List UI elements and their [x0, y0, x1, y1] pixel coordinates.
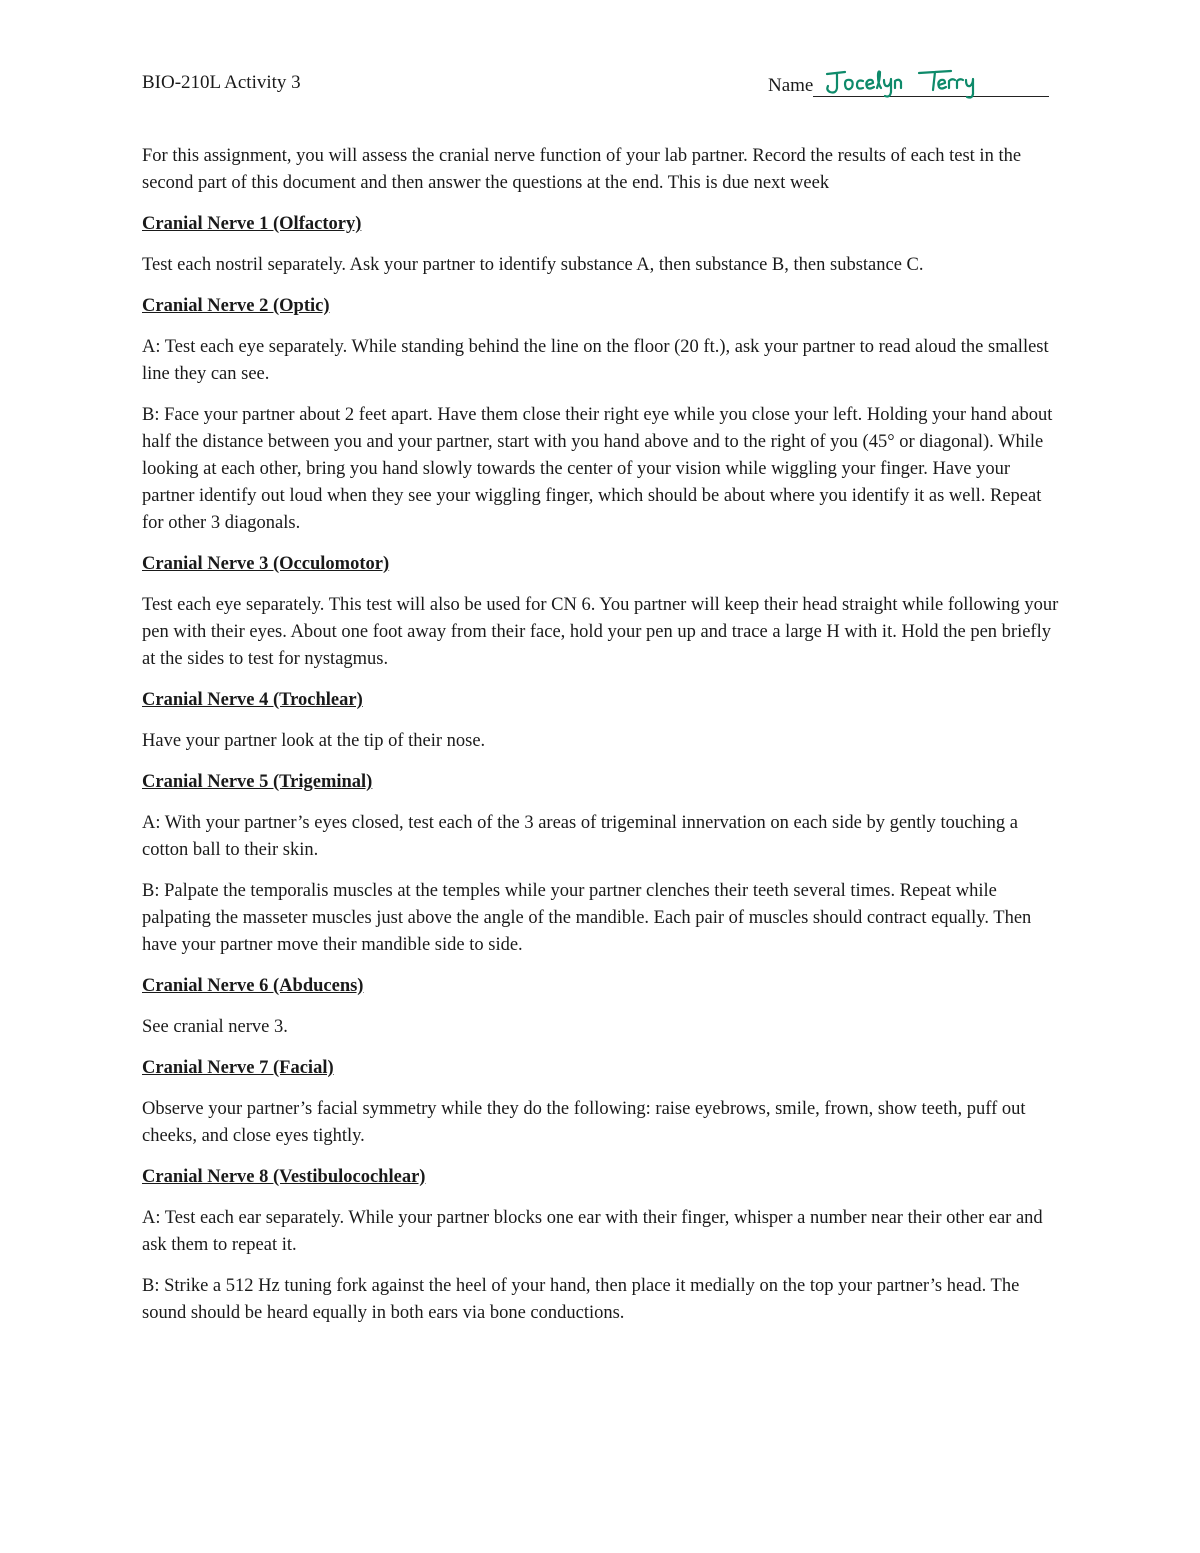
course-title: BIO-210L Activity 3 — [142, 72, 301, 93]
section-paragraph: B: Strike a 512 Hz tuning fork against the heel of your hand, then place it medially on the top your partner’s head. The sound should be heard equally in both ears via bone conductions. — [142, 1276, 1020, 1323]
document-body — [142, 143, 1062, 1341]
name-label: Name — [768, 75, 814, 96]
intro-paragraph: For this assignment, you will assess the cranial nerve function of your lab partner. Record the results of each test in the second part of this document and then answer the questions at the end. This is due next week — [142, 146, 1022, 193]
section-paragraph: A: Test each eye separately. While standing behind the line on the floor (20 ft.), ask your partner to read aloud the smallest line they can see. — [142, 337, 1049, 384]
name-signature-text — [813, 72, 814, 73]
section-paragraph: A: With your partner’s eyes closed, test each of the 3 areas of trigeminal innervation on each side by gently touching a cotton ball to their skin. — [142, 813, 1019, 860]
section-paragraph: Test each nostril separately. Ask your partner to identify substance A, then substance B, then substance C. — [142, 255, 924, 275]
section-heading: Cranial Nerve 6 (Abducens) — [142, 976, 364, 996]
handwritten-signature — [823, 66, 993, 100]
section-paragraph: See cranial nerve 3. — [142, 1017, 288, 1037]
section-paragraph: B: Face your partner about 2 feet apart. Have them close their right eye while you close your left. Holding your hand about half the distance between you and your partner, start with you hand above and to the right of you (45° or diagonal). While looking at each other, bring you hand slowly towards the center of your vision while wiggling your finger. Have your partner identify out loud when they see your wiggling finger, which should be about where you identify it as well. Repeat for other 3 diagonals. — [142, 405, 1053, 533]
nerve-sections — [142, 211, 1062, 1327]
section-paragraph: Observe your partner’s facial symmetry while they do the following: raise eyebrows, smile, frown, show teeth, puff out cheeks, and close eyes tightly. — [142, 1099, 1026, 1146]
section-heading: Cranial Nerve 2 (Optic) — [142, 296, 330, 316]
name-field — [768, 72, 1049, 97]
section-heading: Cranial Nerve 7 (Facial) — [142, 1058, 334, 1078]
section-paragraph: B: Palpate the temporalis muscles at the temples while your partner clenches their teeth several times. Repeat while palpating the masseter muscles just above the angle of the mandible. Each pair of muscles should contract equally. Then have your partner move their mandible side to side. — [142, 881, 1032, 955]
section-heading: Cranial Nerve 8 (Vestibulocochlear) — [142, 1167, 426, 1187]
section-heading: Cranial Nerve 3 (Occulomotor) — [142, 554, 390, 574]
section-paragraph: A: Test each ear separately. While your partner blocks one ear with their finger, whisper a number near their other ear and ask them to repeat it. — [142, 1208, 1043, 1255]
name-line — [813, 72, 1049, 97]
section-heading: Cranial Nerve 4 (Trochlear) — [142, 690, 363, 710]
section-heading: Cranial Nerve 5 (Trigeminal) — [142, 772, 373, 792]
section-paragraph: Have your partner look at the tip of their nose. — [142, 731, 486, 751]
section-heading: Cranial Nerve 1 (Olfactory) — [142, 214, 362, 234]
document-header — [142, 72, 1062, 102]
section-paragraph: Test each eye separately. This test will also be used for CN 6. You partner will keep their head straight while following your pen with their eyes. About one foot away from their face, hold your pen up and trace a large H with it. Hold the pen briefly at the sides to test for nystagmus. — [142, 595, 1059, 669]
